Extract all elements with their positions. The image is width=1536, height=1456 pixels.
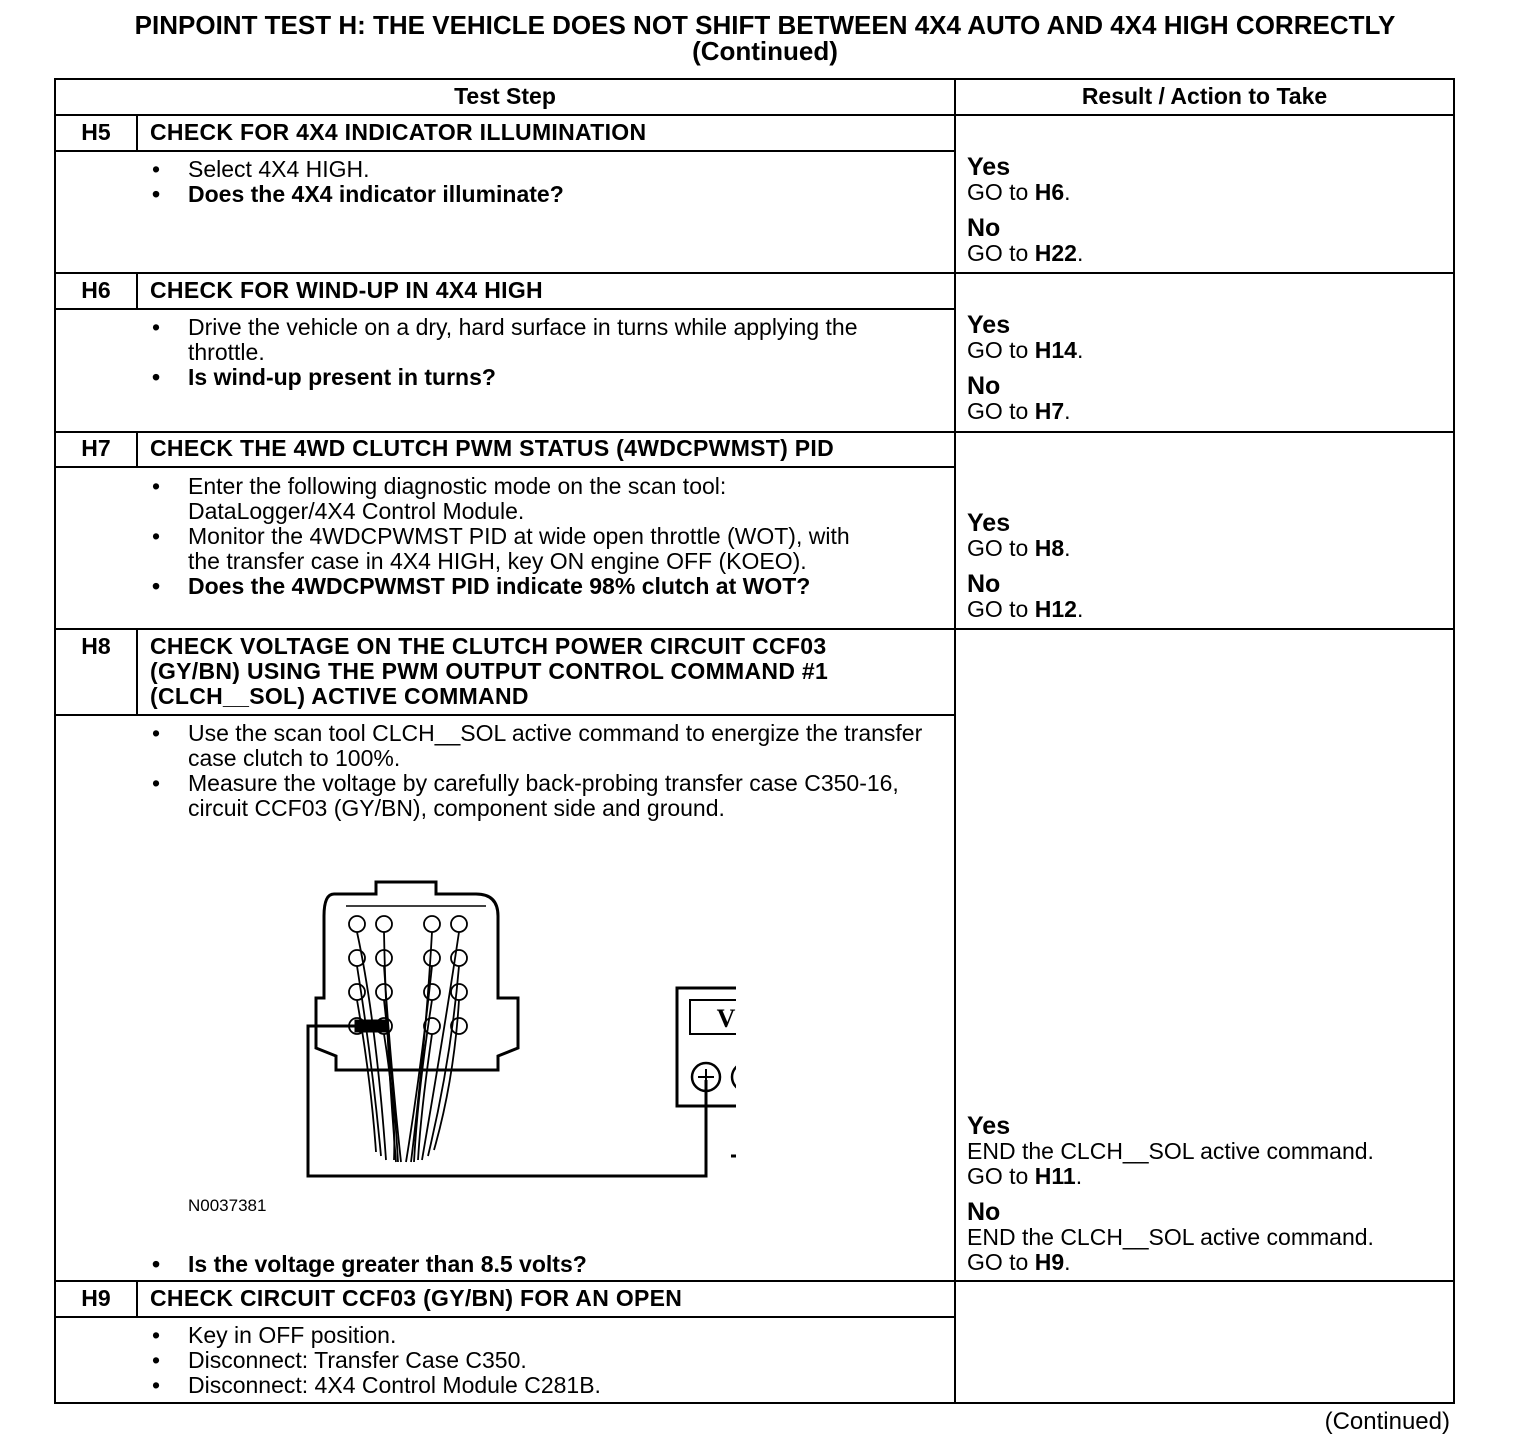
result-no-label: No — [967, 570, 1001, 598]
step-title: CHECK THE 4WD CLUTCH PWM STATUS (4WDCPWMST) PID — [150, 435, 835, 461]
step-instructions — [150, 157, 940, 207]
instruction-item: • Disconnect: Transfer Case C350. — [150, 1348, 930, 1373]
instruction-item: • Monitor the 4WDCPWMST PID at wide open throttle (WOT), with the transfer case in 4X4 HIGH, key ON engine OFF (KOEO). — [150, 524, 885, 574]
result-yes-pre: END the CLCH__SOL active command. — [967, 1138, 1374, 1164]
back-probe — [356, 1021, 386, 1031]
step-id: H6 — [81, 277, 111, 303]
goto-step: H8 — [1034, 535, 1065, 561]
instruction-item: • Drive the vehicle on a dry, hard surface in turns while applying the throttle. — [150, 315, 910, 365]
result-yes-label: Yes — [967, 311, 1011, 339]
action-text: GO to — [967, 240, 1035, 266]
goto-step: H14 — [1034, 337, 1077, 363]
goto-step: H9 — [1034, 1249, 1065, 1275]
action-text: GO to — [967, 1249, 1035, 1275]
step-title: CHECK FOR 4X4 INDICATOR ILLUMINATION — [150, 119, 647, 145]
step-results — [967, 312, 1447, 424]
result-yes-action: GO to H14. — [967, 337, 1084, 363]
step-results — [967, 510, 1447, 622]
step-title: CHECK VOLTAGE ON THE CLUTCH POWER CIRCUIT CCF03 (GY/BN) USING THE PWM OUTPUT CONTROL COMMAND #1 (CLCH__SOL) ACTIVE COMMAND — [150, 633, 829, 709]
step-id: H5 — [81, 119, 111, 145]
voltmeter-symbol: V — [716, 1004, 736, 1033]
connector-housing — [316, 882, 518, 1070]
step-instructions — [150, 474, 885, 599]
step-question: • Does the 4WDCPWMST PID indicate 98% clutch at WOT? — [150, 574, 885, 599]
result-no-label: No — [967, 372, 1001, 400]
result-no-action: GO to H7. — [967, 398, 1071, 424]
step-results — [967, 1113, 1451, 1275]
result-yes-label: Yes — [967, 153, 1011, 181]
step-question: • Is wind-up present in turns? — [150, 365, 910, 390]
goto-step: H6 — [1034, 179, 1065, 205]
result-no-label: No — [967, 214, 1001, 242]
step-instructions — [150, 315, 910, 390]
negative-terminal — [732, 1063, 736, 1091]
instruction-item: • Enter the following diagnostic mode on the scan tool: DataLogger/4X4 Control Module. — [150, 474, 885, 524]
action-text: GO to — [967, 179, 1035, 205]
result-yes-action: GO to H6. — [967, 179, 1071, 205]
pinpoint-table — [54, 78, 1455, 1404]
instruction-item: • Disconnect: 4X4 Control Module C281B. — [150, 1373, 930, 1398]
page-title — [0, 12, 1530, 64]
step-id: H7 — [81, 435, 111, 461]
instruction-item: • Select 4X4 HIGH. — [150, 157, 940, 182]
action-text: GO to — [967, 596, 1035, 622]
instruction-item: • Key in OFF position. — [150, 1323, 930, 1348]
ground-icon — [731, 1156, 736, 1172]
title-main: PINPOINT TEST H: THE VEHICLE DOES NOT SHIFT BETWEEN 4X4 AUTO AND 4X4 HIGH CORRECTLY — [134, 10, 1396, 40]
continued-footer: (Continued) — [1324, 1408, 1450, 1435]
header-result: Result / Action to Take — [1081, 83, 1328, 109]
header-test-step: Test Step — [454, 83, 556, 109]
goto-step: H7 — [1034, 398, 1065, 424]
connector-terminals — [349, 916, 467, 1034]
step-instructions — [150, 721, 930, 821]
result-yes-label: Yes — [967, 509, 1011, 537]
step-title: CHECK FOR WIND-UP IN 4X4 HIGH — [150, 277, 543, 303]
action-text: GO to — [967, 1163, 1035, 1189]
action-text: GO to — [967, 535, 1035, 561]
result-yes-label: Yes — [967, 1112, 1011, 1140]
positive-lead — [308, 1026, 706, 1176]
step-results — [967, 154, 1447, 266]
action-text: GO to — [967, 398, 1035, 424]
instruction-item: • Use the scan tool CLCH__SOL active command to energize the transfer case clutch to 100%. — [150, 721, 930, 771]
figure-id: N0037381 — [188, 1196, 267, 1215]
step-title: CHECK CIRCUIT CCF03 (GY/BN) FOR AN OPEN — [150, 1285, 683, 1311]
action-text: GO to — [967, 337, 1035, 363]
result-no-action: GO to H12. — [967, 596, 1084, 622]
title-sub: (Continued) — [692, 36, 838, 66]
wire-bundle — [357, 932, 459, 1162]
result-no-action: GO to H9. — [967, 1249, 1071, 1275]
result-yes-action: GO to H8. — [967, 535, 1071, 561]
step-question: • Is the voltage greater than 8.5 volts? — [150, 1252, 930, 1277]
goto-step: H11 — [1034, 1163, 1076, 1189]
result-no-action: GO to H22. — [967, 240, 1084, 266]
result-no-pre: END the CLCH__SOL active command. — [967, 1224, 1374, 1250]
instruction-item: • Measure the voltage by carefully back-probing transfer case C350-16, circuit CCF03 (GY/BN), component side and ground. — [150, 771, 930, 821]
step-id: H9 — [81, 1285, 111, 1311]
result-yes-action: GO to H11. — [967, 1163, 1083, 1189]
goto-step: H22 — [1034, 240, 1077, 266]
step-instructions — [150, 1323, 930, 1398]
step-id: H8 — [81, 633, 111, 659]
step-instructions — [150, 1252, 930, 1277]
result-no-label: No — [967, 1198, 1001, 1226]
step-question: • Does the 4X4 indicator illuminate? — [150, 182, 940, 207]
connector-voltmeter-diagram — [236, 870, 736, 1200]
goto-step: H12 — [1034, 596, 1077, 622]
